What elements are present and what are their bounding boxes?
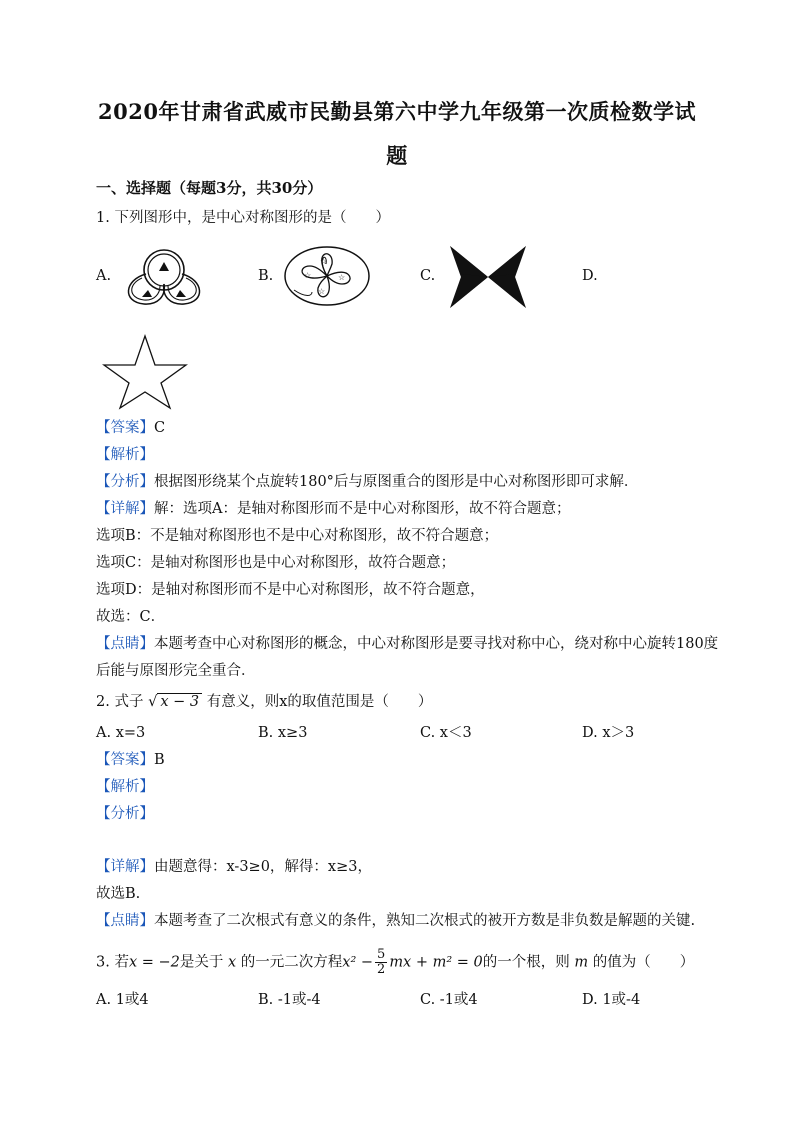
q1-fenxi-text: 根据图形绕某个点旋转180°后与原图重合的图形是中心对称图形即可求解．: [154, 474, 639, 490]
q1-option-d-label: D.: [582, 268, 598, 284]
q3-stem-pre: 3. 若: [96, 954, 129, 971]
q2-option-a: A. x=3: [96, 725, 146, 741]
q1-guxuan: 故选：C．: [96, 609, 166, 625]
q3-option-b: B. -1或-4: [258, 992, 321, 1008]
q3-stem-post: 的值为（ ）: [592, 954, 695, 971]
q1-line-c: 选项C：是轴对称图形也是中心对称图形，故符合题意；: [96, 555, 456, 571]
q2-stem-pre: 2. 式子: [96, 694, 144, 710]
q2-answer-tag: 【答案】: [96, 752, 154, 768]
q1-xiangjie-text: 解：选项A：是轴对称图形而不是中心对称图形，故不符合题意；: [154, 501, 571, 517]
q2-xiangjie-tag: 【详解】: [96, 859, 154, 875]
q1-answer-tag: 【答案】: [96, 420, 154, 436]
q3-stem-mid: 是关于: [179, 954, 224, 971]
q1-fenxi-tag: 【分析】: [96, 474, 154, 490]
q3-condition: x = −2: [128, 954, 180, 971]
q1-dianjing-text-1: 本题考查中心对称图形的概念，中心对称图形是要寻找对称中心，绕对称中心旋转180度: [154, 636, 719, 652]
q1-jiexi-tag: 【解析】: [96, 447, 154, 463]
q3-fraction-numerator: 5: [377, 947, 386, 962]
svg-text:☆: ☆: [338, 273, 346, 282]
q1-figure-a: [118, 244, 210, 310]
q2-option-c: C. x＜3: [420, 725, 472, 741]
title-line-1: 2020年甘肃省武威市民勤县第六中学九年级第一次质检数学试: [98, 99, 696, 124]
q2-xiangjie-text: 由题意得：x-3≥0，解得：x≥3，: [154, 859, 372, 875]
q2-sqrt: √ x − 3: [148, 692, 202, 712]
q1-answer: [96, 418, 165, 438]
q1-option-c-label: C.: [420, 268, 436, 284]
q2-dianjing: [96, 911, 695, 931]
q1-line-d: 选项D：是轴对称图形而不是中心对称图形，故不符合题意，: [96, 582, 485, 598]
q3-option-d: D. 1或-4: [582, 992, 641, 1008]
q1-xiangjie-tag: 【详解】: [96, 501, 154, 517]
q2-jiexi-tag: 【解析】: [96, 779, 154, 795]
q3-option-c: C. -1或4: [420, 992, 478, 1008]
q2-stem: [96, 692, 432, 712]
q1-fenxi: [96, 472, 638, 492]
q2-answer-value: B: [154, 752, 165, 768]
q3-equation-b: mx + m² = 0: [389, 954, 483, 971]
q3-equation-a: x² −: [342, 954, 374, 971]
q1-line-b: 选项B：不是轴对称图形也不是中心对称图形，故不符合题意；: [96, 528, 499, 544]
q1-answer-value: C: [154, 420, 166, 436]
q1-xiangjie: [96, 499, 570, 519]
section-heading: 一、选择题（每题3分，共30分）: [96, 179, 323, 197]
q2-stem-post: 有意义，则x的取值范围是（ ）: [206, 694, 433, 710]
q1-option-a-label: A.: [96, 268, 112, 284]
q3-variable: x: [227, 954, 237, 971]
q1-figure-d-star: [102, 334, 188, 410]
q1-figure-c: [448, 244, 528, 310]
q3-stem: [96, 948, 694, 977]
title-line-2: 题: [386, 143, 408, 168]
q3-stem-mid3: 的一个根，则: [482, 954, 570, 971]
q3-option-a: A. 1或4: [96, 992, 149, 1008]
q2-guxuan: 故选B.: [96, 886, 141, 902]
q1-dianjing-text-2: 后能与原图形完全重合．: [96, 663, 256, 679]
q2-dianjing-tag: 【点睛】: [96, 913, 154, 929]
q3-m: m: [574, 954, 589, 971]
q3-fraction: [375, 948, 387, 977]
q1-dianjing: [96, 634, 718, 654]
q2-dianjing-text: 本题考查了二次根式有意义的条件，熟知二次根式的被开方数是非负数是解题的关键.: [154, 913, 696, 929]
q2-radicand: x − 3: [157, 693, 202, 710]
q3-stem-mid2: 的一元二次方程: [240, 954, 343, 971]
svg-text:☆: ☆: [318, 287, 326, 296]
svg-text:☆: ☆: [320, 257, 328, 266]
q1-option-b-label: B.: [258, 268, 274, 284]
q3-fraction-denominator: 2: [377, 962, 386, 977]
q2-fenxi-tag: 【分析】: [96, 806, 154, 822]
q1-stem: 1. 下列图形中，是中心对称图形的是（ ）: [96, 210, 390, 226]
q1-figure-b: [282, 244, 372, 308]
svg-text:☆: ☆: [304, 271, 312, 280]
q2-xiangjie: [96, 857, 372, 877]
q2-option-d: D. x＞3: [582, 725, 635, 741]
q1-dianjing-tag: 【点睛】: [96, 636, 154, 652]
q2-option-b: B. x≥3: [258, 725, 308, 741]
q2-answer: [96, 750, 165, 770]
